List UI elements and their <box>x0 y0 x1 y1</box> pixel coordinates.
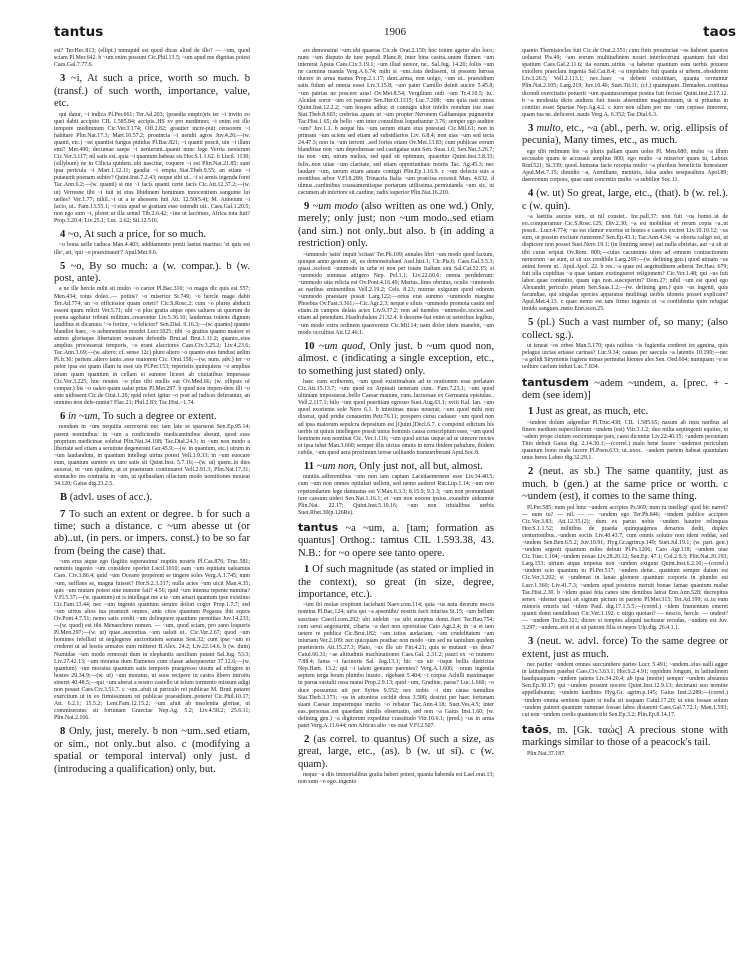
sense-definition <box>54 726 250 776</box>
entry-etymology: ~a ~um, a. [tam; formation as quantus] Orthog.: tamtus CIL 1.593.38, 43. N.B.: for ~o opere see tanto opere. <box>298 522 494 559</box>
running-head <box>54 24 736 44</box>
sense-number: 3 <box>528 122 537 134</box>
citation-block: Pl.Per.585; num pol hinc ~undem accipies Ps.969; num tu intellegi' quid hic narret? — num tu? — nil. — — ~undem ego Ter.Ph.846; ~undem publice accipere Cic.Ver.3.83; Att.12.35.(2); dum ex paruo nobis ~undem haurire relinquas Hor.S.1.1.52; militibus de praeda quinquagenos denarios dedit, duplex centurionibus..~undem sociis Liv.40.43.7; cum omnis solutio non idem reddat, sed ~undem Sen.Ben.6.5.2; Juv.10.91; Hyg.Gr.agrim.p.149; Suet.Jul.19.1; (w. part. gen.) ~undem argenti quantum miles debuit Pl.Ps.1206; Cato Agr.118; ~undem uiae Cic.Tusc.1.104; ~undem noxae Liv.28.20.12; Sen.Ep. 47.1; Col.2.9.3; Plin.Nat.20.193; Larg.153; uirium atque impetus non ~undem exigunt Quint.Inst.6.2.10;—(correl.) ~undem scio quantum tu Pl.Per.517; ~undem detur.. quantum semper datum est Cic.Ver.3.202; si ~undemst in lanae glomere quantum corporis in plumbo est Lucr.1.360; Liv.41.7.3; ~undem apud posteros meruit bonae famae quantum malae Tac.Hist.2.30. b ~idem quasi feta canes sine dentibus latrat Enn.Ann.528; decrepitus senex ~idemst quasi sit signum pictum in pariete Pl.Mer.315; Ter.Ad.199; si..tu eum minoris emeris uel ~idem Paul. dig.17.1.5.5;—(correl.) ~idem frumentum emeret quanti domi uendidisset Cic.Ver.3.192. c uirgo quoiast? — nescio, hercle. — undest? — ~undem Ter.Eu.321; dicere si temptes aliquid tacitusue recedas, ~undem est Juv. 3.297; ~undem..erit et si sit patroni filia et nepos Ulp.dig. 26.4.1.1. <box>522 504 728 632</box>
sense-number: 6 <box>60 411 68 422</box>
column-1 <box>54 48 250 777</box>
sense-definition <box>298 564 494 601</box>
sense-definition <box>522 317 728 342</box>
sense-text: , Only just not, all but, almost. <box>353 460 483 472</box>
sense-phrase: ~um quod <box>318 340 363 352</box>
sense-definition <box>54 229 250 241</box>
sense-text: (w. ut) So great, large, etc., (that). b (w. rel.). c (w. quin). <box>522 188 728 212</box>
sense-number: 5 <box>528 317 538 329</box>
sense-number: 3 <box>60 73 71 85</box>
right-guide-word: taos <box>703 24 736 40</box>
sense-number: 4 <box>60 229 68 240</box>
sense-definition <box>298 341 494 378</box>
citation-block: ~undem dolum adgrediar Pl.Truc.438; CIL 1.585.65; nasum ab imis naribus ad finem medium superciliorum ~undem (est) Vitr.3.1.2; duo milia septingenti equites, et ~adem prope ciuium sociorumque pars, caesi dicuntur Liv.22.40.15; ~andem pecuniam Titio debuit Gaius dig. 2.14.30.1;—(correl.) malo bene facere ~undemst periculum quantum bono male facere Pl.Poen.633; ut..uxor.. ~andem partem habeat quantulam unus heres Labeo dig.32.29.1. <box>522 419 728 462</box>
sense-text: ~o, By so much: a (w. compar.). b (w. post, ante). <box>54 260 250 284</box>
sense-text: (pl.) Such a vast number of, so many; (also collect. sg.). <box>522 317 728 341</box>
sense-definition <box>298 201 494 251</box>
sense-text: , Only just. b ~um quod non, almost. c (indicating a single exception, etc., to something just stated) only. <box>298 340 494 377</box>
headword: tantus <box>298 520 339 534</box>
citation-block: ars demonstrat ~um ubi quaeras Cic.de Orat.2.150; hoc totum agetur alio loco; nunc ~um disputo de iure populi Planc.8; inter bina castra..unum flumen ~um intererat Apsus Caes.Civ.3.19.1; ~um illud uereor, ne.. Sal.Jug. 14.20; foliis ~um ne carmina manda Verg.A.6.74; mihi si ~um..fata dedissent, ut possem heroas ducere in arma manus Prop.2.1.17; dant..arma, non uolgo, ~um ut.. praesidium satis fidum ad omnia esset Liv.3.15.8; ~um pater Camillo deinit auctor 5.45.8; ~um patrias ne poscere aras! Ov.Met.8.54; Vergilium uidi ~um Tr.4.10.5; tu.. Alcidae soror ~um ex parente Sen.Her.O.1315; Luc.7.208; ~um quia nati simus Quint.Inst.12.2.2; ~um hospes adhuc et coniugis ultor infelix nondum iste suae Stat.Theb.8.603; crebrius..quam ut ~um propter Neronem Galbamque pugnaretur Tac.Hist.1.65; de bello ~um inter consulibus loquebantur 3.76; semper ego auditor ~um? Juv.1.1. b neque his ~um uerum etiam eius potestati Cic.Mil.61; non in primam ~um aciem sed etiam ad subsidiarios Liv. 6.8.4; non uias ~um sed tecta 24.47.3; non tu ~um terrent ..sed fortes etiam Ov.Met.13.83; cum publicae eorum blanditiae non ~um deprehensae sed castigatae sunt Sen. Suas.1.6; Sen.Nat.3.26.7; ita non ~um, utrum melius, sed quid sit optimum, quaeritur Quint.Inst.3.8.33; felix..non uitae ~um claritate, sed etiam opportunitate mortis Tac. Ag.45.3; nec laudare ~um, uerum etiam amare contigit Plin.Ep.1.16.9. c ~um delecta suis a montibus arbor V.Fl.8.289; Trinacria Italia ~um praecisa recessit Man. 4.632. d ulmus..cardinibus coassamentisque portarum utilissima..permutanda ~um sic, ut cacumen ab inferiore sit cardine, radix superior Plin.Nat.16.210. <box>298 48 494 196</box>
sense-phrase: multo <box>536 122 561 134</box>
column-2 <box>298 48 494 786</box>
citation-block: ~o bona uelle caduca Man.4.403; additamento pretii laetus maritus: 'et quis est ille', ait, 'qui ~o praestinauit'? Apul.Met.9.6. <box>54 242 250 256</box>
sense-number: 7 <box>60 508 69 520</box>
sense-text: Of such magnitude (as stated or implied in the context), so great (in size, degree, importance, etc.). <box>298 564 494 600</box>
sense-text: (advl. uses of acc.). <box>67 492 153 504</box>
sense-text: , To such a degree or extent. <box>97 411 217 422</box>
entry-etymology: , m. [Gk. ταώς] A precious stone with markings similar to those of a peacock's tail. <box>522 724 728 749</box>
sense-number: 5 <box>60 260 71 272</box>
sense-text: (neut. as sb.) The same quantity, just as much. b (gen.) at the same price or worth. c ~undem (est), it comes to the same thing. <box>522 466 728 503</box>
sense-definition <box>54 73 250 110</box>
sense-number: 3 <box>528 636 537 648</box>
sense-text: ~o, At such a price, for so much. <box>67 229 207 240</box>
entry-head <box>298 522 494 560</box>
citation-block: ~ummodo 'satis' inquit 'scitast' Ter.Ph.109; annales libri ~um modo quod factum, quoque anno gestum sit, ea demonstrabant Asel.hist.1; Cic.Pis.6; Caes.Gal.3.5.3; quasi..scelesti ~ummodo in urbe et non per totam Italiam sint Sal.Cat.52.15; si ~ummodo summas attigero Nep. Pel.1.1; Liv.22.60.6; omnia perdiderunt: ~ummodo uita relicta est Ov.Pont.4.16.49; Marius..limo obrutus, oculis ~ummodo ac naribus eminentibus Vell.2.19.2; Cels. 8.23; murrae exiguum quod odorem ~ummodo praestare possit Larg.122;—ortus erat summo ~ummodo margine Phoebus Ov.Fast.3.361;—Cic.Agr.2.3; neque e siluis ~ummodo promota castra sed etiam..in campos delata acies Liv.9.37.2; non ad tuendos ~ummodo..socios..sed etiam ad petendum..Hasdrubalem 21.32.4. b decerne-bat enim ut ueteribus legibus, ~um modo extra ordinem quaereretur Cic.Mil.14; nam dolor idem manebit, ~um modo occultius Att.12.46.1. <box>298 251 494 336</box>
citation-block: qui datur, ~i indica Pl.Per.661; Ter.Ad.203; (praedia empto)ris ter ~i invito eo quei dabit accipito CIL 1.585.84; accipis..HS xv pro medimno; ~i enim est illo tempore medimnum Cic.Ver.3.174; Off.2.82; grauiter incre-puit censorem ~i habitare Plin.Nat.17.3; Mart.10.57.2; prouincia ~i uendit agros Juv.4.26;—(w. quanti, etc.) ~ist quantist fungus putidus Pl.Bac.821; ~i quanti poscit, uin ~i illam emi? Mer.490; decumae saepe ~i uenierunt..quanti nunc lege Verria uenierunt Cic.Ver.3.117; nil satis est..quia ~i quantum habeas sis Hor.S.1.1.62. b Lucil. 1130; (sillybum) ne in Cilicia quidem..ubi nascitur, coquere ~i est Plin.Nat.21.85; sunt ipsa pericula ~i Mart.1.12.11; gaudia ~i empta Stat.Theb.9.55; an etiam ~i putauerit poenam subire? Quint.Inst.7.2.43; neque sibi ut...~i si armis tegenda foret Tac.Ann.6.2;—(w. quanti) si me ~i facis quanti certe facis Cic.Att.12.37.2;—(w. ut) Verresne tibi ~i fuit ut eius libidinem hominum innocentium sanguine lui ueiles? Ver.1.77; nihil..~i ut a te abessem fuit Att. 12.50(5.4); M. Anneium ~i facio, ut.. Fam.13.55.1; ~i eius apud se gratiam esse ostendit uti.. Caes.Gal.1.20.5; non ego sum ~i, ploret ut illa semel Tib.2.6.42; ~ine ut lacrimes, Africa tota fuit? Prop.3.20.4; Liv.25.1; Luc. 2.62; Sil.12.516. <box>54 111 250 224</box>
citation-block: a ne ille hercle mihi sit multo ~o carior Pl.Bac.310; ~o magis dic quis est 557; Men.434; totus doleo..— potius? ~o miserior St.749; ~o hercle mage dabit Ter.Ad.774; an ~o officiosior quam ceteri? Cic.S.Rosc.2; cum ~o plures abducti essent quam relicti Ver.5.71; ubi ~o plus gratia atque opes ualuere ut quorum de poena agebatur tribuni militum..crearentur Liv.5.36.10; laudemus totiens dignum laudibus et dicamus: '~o fortior, ~o felicior!' Sen.Dial. 9.16.3;—(w. quanto) quanto blandior haec, ~o uehementius mordet Lucr.1025; tibi ~o gratius quanto maiore et animo gloriaque libertatem nostram defendis Brut.ad Brut.1.11.2; quanto..eius amplius processerat temporis, ~o erant alacriores Caes.Civ.3.25.2; Liv.4.23.6; Tac.Ann.3.69;—(w. altero: cf. sense 12c) plure altero ~o quanto eius fundust uelim Pl.fr.36; partem..altero tanto..esse maiorem Cic. Orat.158;—(w. num. adv.) ter ~o peior ipsa est quam illam tu esse uis Pl.Per.153; reperietis quinquiens ~o amplius istum quam quantum in cellam ei sumere liceret ab ciuitatibus imperasse Cic.Ver.3.225; huc nouies ~o plus tibi mellis eat Ov.Med.66; (w. ellipsis of compar.) bis ~o ualeo quam ualui prius Pl.Mer.297. b quod non impen-dere illi ~o ante uidissent Cic.de Orat.1.26; quid refert igitur ~o post ad iudices deferantur, an omnino non defe-rantur? Flac.21; Phil.2.83; Tac.Hist.~1.74. <box>54 286 250 406</box>
section-letter: B <box>60 492 68 504</box>
citation-block: ego tibi redimam bis ~a pluris pallam quam uoles Pl. Men.680; multo ~a illum accusabo quam te accusaui amplius 800; ego multo ~a miserior quam tu, Labrax Rud.521; St.339; quod..humana facie recepta multo ~a pluribus beneficiis honestarer Apul.Met.7.15; dimidio ~a, Aemiliane, mentiris, falsa audes sesquealtera Apol.89; daemonum corpora, quae sunt concretio multo ~a subtilior Soc.11. <box>522 148 728 184</box>
sense-phrase: in ~um <box>67 411 98 422</box>
sense-number: 8 <box>60 726 70 738</box>
left-guide-word: tantus <box>54 24 104 40</box>
page-number: 1906 <box>384 26 406 38</box>
sense-phrase: ~um modo <box>312 200 358 212</box>
headword: tantusdem <box>522 375 589 389</box>
sense-definition <box>522 636 728 661</box>
citation-block: Plin.Nat.37.187. <box>527 750 566 757</box>
sense-text: , etc., ~a (abl., perh. w. orig. ellipsis of pecunia), Many times, etc., as much. <box>522 122 728 147</box>
sense-number: 11 <box>304 460 317 472</box>
sense-number: 9 <box>304 200 313 212</box>
sense-number: 2 <box>304 734 314 746</box>
sense-definition <box>54 492 250 504</box>
sense-text: ~i, At such a price, worth so much. b (transf.) of such worth, importance, value, etc. <box>54 73 251 110</box>
citation-block: nec pariter ~undem omnes succumbere partes Lucr. 5.491; ~undem..eius ualli agger in latitudinem patebat Caes.Civ.3.63.1; Hor.S.2.4.91; oppidum longum, in latitudinem haudquaquam ~undem patens Liv.34.20.4; ab ipsa (morte) semper ~undem absumus Sen.Ep.30.17; qui ~undem possunt nocere Quint.Inst.12.9.13; decimani suo nomine appellabuntur, ~undem kardines Hyg.Gr. agrim.p.145; Gaius Inst.2.289;—(correl.) ~undem omnia sentiens quam si nulla sit usquam Catul.17.20; ut eius fossae solum ~undem pateret quantum summae fossae labra distarent Caes.Gal.7.72.1; Man.1.593; cui non ~undem credis quantum tibi Sen.Ep.3.2; Plin.Ep.8.14.17. <box>522 662 728 718</box>
sense-number: 1 <box>304 564 313 576</box>
sense-text: Only, just, merely. b non ~um..sed etiam, or sim., not only..but also. c (modifying a spatial or temporal interval) only just. d (introducing a qualification) only, but. <box>54 726 251 775</box>
sense-definition <box>298 461 494 473</box>
sense-text: Just as great, as much, etc. <box>535 406 649 418</box>
entry-head <box>522 724 728 750</box>
sense-number: 4 <box>528 188 537 200</box>
sense-number: 1 <box>528 406 536 418</box>
citation-block: ~um erus atque ego flagitio superauimu' nuptiis nostris Pl.Cas.876; Truc.581; neminis ingenio ~um considere oportet Lucil.1010; eam ~um equitatu ualeamus Caes. Civ.3.86.4; quid ~um Oceano properent se tingere soles Verg.A.1.745; num ~um, sufflans se, magna fuisset? Hor.S.2.3.317; nulla acies ~um uicit Man.4.35; quis ~um mutare potest sine numine fati? 4.56; quid ~um intensa repente numina? V.Fl.5.37;—(w. quantum) ut is intellegat me a te ~um amari quantum ipse existimo Cic.Fam.13.44; nec ~um ingenio quantum seruire dolori cogor Prop.1.7.7; sed ~um uirtus alios tua praeterit omnes, ante citos quantum Pegasus ibit equos Ov.Pont.4.7.51; nemo satis credit ~um delinquere quantum permittas Juv.14.233;—(w. quod) est tibi Menaechmo nomen. — ~um, quod sciam, pro sano loqueris Pl.Men.297;—(w. ut) quae..auctoritas ~um ualuit ut.. Cic.Ver.2.67; quod ~um homines fefellisti ut neglegeres auctoritatem senatus Sest.32; cum ipse ~um ei crederet ut ad hostis armatos eum mitteret B.Alex. 24.2; Liv.22.14.6. b (w. dum) Numidae ~um modo remorati dum in elephantis auxilium putant Sal.Jug. 53.3; Liv.27.42.13; ~um moratus dum Eumenes cum classe adsequeretur 37.12.6;—(w. quantum) ~um moratus quantum satis temporis praegresso uisum ad effugere in hostes 29.34.9;—(w. ut) ~um moratus, ut suos recipere in castra libero introitu sineret 40.48.5;—qui ~um aberat a nostro castello ut telum tormento missum adigi non posset Caes.Civ.3.51.7. c ~um..afuit ut periculo rei publicae M. Bruti putaret exercitum ut in eo firmissimum rei publicae praesidium..poneret Cic.Phil.10.17; Att. 6.2.1; 15.5.2; Lent.Fam.12.15.2; ~um afuit ab insolentia gloriae, ut commiseratus sit fortunam Graeciae Nep.Ag. 5.2; Liv.4.58.2; 25.6.11; Plin.Nat.2.166. <box>54 559 250 722</box>
sense-number: 10 <box>304 340 319 352</box>
sense-definition <box>522 466 728 503</box>
sense-definition <box>54 411 250 423</box>
sense-definition <box>522 123 728 148</box>
citation-block: nuntiis..adferentibus ~um non iam captam Lacedaemonem esse Liv.34.40.5; cum ~um non omnes opitulari uellent, sed nemo auderet Rut.Lup.1.14; ~um non repetundarum lege damnatus est V.Max.6.3.3; 8.15.9; 9.3.3; ~um non pronuntiauit iure caesum uideri Sen.Nat.1.16.1; et ~um non uocem ipsius..exaudire uideamur Plin.Nat. 22.17; Quint.Inst.5.10.16; ~um non triuialibus uerbis Suet.Rhet.30(p.126Re). <box>298 474 494 516</box>
sense-definition <box>54 509 250 559</box>
headword: taōs <box>522 722 549 736</box>
sense-text: To such an extent or degree. b for such a time; such a distance. c ~um abesse ut (or ab)..ut, (in pers. or impers. const.) to be so far from (being the case) that. <box>54 508 251 557</box>
citation-block: neque ~a diis immortalibus gratia haberi potest, quanta habenda est Lael.orat.13; non sum ~o ego..ingenio <box>298 772 494 786</box>
citation-block: ut teneat ~os orbes Man.5.170; quis ratibus ~is fugientia crederet ire agmina, quis pelagus uictas artasse carinas? Luc.9.34; causas per saecula ~a latentis 10.190;—nec ~a gelidi Strymonis fugiens minas permutat hiemes ales Sen. Oed.604; numquam ~o se uolture caelum induit Luc.7.834. <box>522 343 728 371</box>
citation-block: haec cum scriberem, ~um quod existimabam ad te orationem esse perlatam Cic.Att.15.13.7; ~um quod ex Arpinati ueneram cum.. Fam.7.23.1; ~um quod ultimam imposuerat..bello Caesar manum, cum..luctuosae ex Germania epistulae.. Vell.2.117.1; hilo ~um quod pueritiam egresso Suet.Aug.63.1; xviii Kal. Ian. ~um quod exoriente sole Nero 6.1. b intestinas meas nouerat; ~um quod mihi non dixerat, quid pridie cenauerim Petr.76.11; prospero cursu cadauer ~um quod non ad ipsa maiorum sepulcra depositum est [Quint.]Decl.6.7. c componit edictum his uerbis ut quiuis intellegere possit unius hominis causa conscriptum esse, ~um quod hominem non nominat Cic. Ver.1.116; ~um quod uictas usque ad se uincere noctes et ipsa iubet Man.3.660; semper illis uictus omnis in terra ibidem pabulum, ibidem cubile, ~um quod aera proximum terrae uolitando transuerberant Apul.Soc.8. <box>298 378 494 456</box>
sense-definition <box>522 406 728 418</box>
entry-head <box>522 377 728 403</box>
sense-definition <box>298 734 494 771</box>
citation-block: ~a laetitia auctus sum, ut nil constet.. Inc.pall.37; non fuit ~us homo..ut de eo..conqueramur Cic.S.Rosc.125; Div.2.30; ~a est mobilitas et rerum copia ~a..ut possit.. Lucr.4.774; ~us est clamor exortus ut hostes e castris exciret Liv.10.19.12; ~us sum, ut possim excitare rumorem? Sen.Ep.43.1; Tac.Ann.4.34; ~a oborta caligo est, ut dispicere non posset Suet.Nero 19.1; (in limiting sense) aut nulla ebrietas, aut ~a sit ut tibi curas eripiat Ov.Rem. 809;—cuius cacuminis uires ad omnem contractionem neruorum ~ae sunt, ut sit uix credibile Larg.269;—(w. defining gen.) quod utinam ~us animi forem ut.. Apul.Apol. 22. b res..~a quae mi aegritudinem adierat Ter.Hau. 679; fuit ulla cupiditas ~a quae tantam exstingueret religionem? Cic.Ver.1.48; qui ~us fuit labor..quae contentio, quam ego non..susceperim? Dom.27; nihil ~um est quod ego Alexandri periculo petam Sen.Suas.1.2;—(w. defining gen.) quis ~us ingenii, quis facundiae, qui singulas species apparatus multiiugi uerbis idoneis posset explicare? Apul.Met.4.13. c quae nemo est tam firmo ingenio et ~a confidentia quin refugiat timido sanguen..metu Enn.scen.25. <box>522 214 728 313</box>
sense-definition <box>54 261 250 286</box>
citation-block: ~um ibi molae crepitum faciebant Naev.com.114; quia ~us natu deorum nescis nomina Pl.Bac.124; uiris qui ~a apsentibu' nostris facit iniurias St.15; ~um bellum suscitare Caecil.com.292; ubi uidebit ~os sibi sumptus domi..fieri Ter.Hau.754; cum serui aegrotarint, cibaria ~a dari non oportuisse Cato Agr.2.4; in ~a et tam uetere re publica Cic.Brut.182; ~am istius audaciam, ~am crudelitatem ~am iniuriam Ver.2.109; nec quicquam posthac non modo ~um sed ne tantulum quidem praeterieris Att.15.27.3; Plato, ~us ille uir Fin.4.21; quis te mutauit ~us deus? Catul.66.31; ~ae altitudinis machinationes Caes.Gal. 2.31.2; pauci ex ~o numero 7.88.4; fama ~i facinoris Sal. Jug.13.1; hic ~us uir ~isque bellis districtus Nep.Ham. 13.2; qui ~i talem genuere parentes? Verg.A.1.606; ~orum ingentia septem terga boum plumbo insuto.. rigebant 5.404; ~i corpus Achilli maximaque in parua sustulit ossa manu Prop.2.9.13; quid ~um, Gradiue, paras? Luc.1.660; ~o duce possumus uti per Syrtes 9.552; nec uobis ~i sim causa tumultus Stat.Theb.3.373; ~us in attonitos cecidit deus 3.580; destrui per haec fortunam suam Caesar imparemque merito ~o rebatur Tac.Ann.4.18; Suet.Ves.4.5; inter eas..personas..est quaedam similis obseruatio, sed non ~a Gaius Inst.1.60; (w. defining gen.) ~a digitorum expeditur crassitudo Vitr.10.6.1; (pred.) ~us in arma patet Verg.A.11.644; non Africus alto ~us ouat V.Fl.2.507. <box>298 602 494 729</box>
citation-block: nondum in ~um nequitia surrexerat nec tam late se sparserat Sen.Ep.95.14; parent nominibus: in ~um a conficiendis medicaminibus abeunt, quod esse proprium medicinae solebat Plin.Nat.34.108; Tac.Dial.24.3; in ~um non modo a libertate sed etiam a seruitute degenerant Ger.45.9;—(w. in quantum, etc.) uirum in ~um laudandum, in quantum intellegi uirtus potest Vell.1.9.33; in ~um euocare eum, quantum sumere ex uno satis sit Quint.Inst. 5.7.16;—(w. ut) quem..in dies auxerat, in ~um quidem, ut ei praeturam continuaret Vell.2.91.3; Plin.Nat.17.31; stomacho res contraria in ~um, ut quibusdam olfactum modo uomitiones moueat 34.120; Gaius dig.23.2.5. <box>54 424 250 488</box>
sense-phrase: ~um non <box>316 460 354 472</box>
sense-text: (also written as one wd.) Only, merely; only just; non ~um modo..sed etiam (and sim.) not only..but also. b (in adding a restriction) only. <box>298 200 494 250</box>
citation-block: est? Ter.Hec.813; (ellipt.) numquid est quod dicas aliud de illo? — ~um, quod sciam Pl.Mer.642. b ~um enim possunt Cic.Phil.13.5; ~um apud me dignitas potest Caes.Gal.7.77.6. <box>54 48 250 69</box>
sense-number: 2 <box>528 466 540 478</box>
entry-etymology: ~adem ~undem, a. [prec. + -dem (see idem)] <box>522 377 728 401</box>
citation-block: quanto Themistocles fuit Cic.de Orat.2.351; cum finis prouinciae ~os haberet quantos uoluerat Pis.49; ~am eorum multitudinem nostri interfecerunt quantum fuit diei spatium Caes.Gal.2.11.6; ita eorum..uirtus ~a habetur quantum eam uerbis potuere extollere praeclara ingenia Sal.Cat.8.4; ~a trepidatio fuit quanta si urbem..obsiderent Liv.3.26.5; Vell.2.113.1; nec..haec ~a debent existimari, quanta cernuntur Plin.Nat.2.105; Larg.219; Juv.10.40; Suet.Tit.11; (cf.) quamquam..Demaden..continua dicendi exercitatio potuerit ~um quantuscumque postea fuit fecisse Quint.Inst.2.17.12. b ~a modestia dicto audiens fuit iussis absentium magistratuum, ut si priuatus in comitio esset Spartae Nep.Ag.4.2. c iuro non ullum pro me ~um cepisse timorem, quam tua ne..deficeret..nauis Verg.A. 6.352; Tac.Dial.6.3. <box>522 48 728 118</box>
sense-text: (neut. w. advl. force) To the same degree or extent, just as much. <box>522 636 728 660</box>
sense-definition <box>522 188 728 213</box>
column-3 <box>522 48 728 758</box>
sense-text: (as correl. to quantus) Of such a size, as great, large, etc., (as). b (w. ut si). c (w. quam). <box>298 734 494 770</box>
